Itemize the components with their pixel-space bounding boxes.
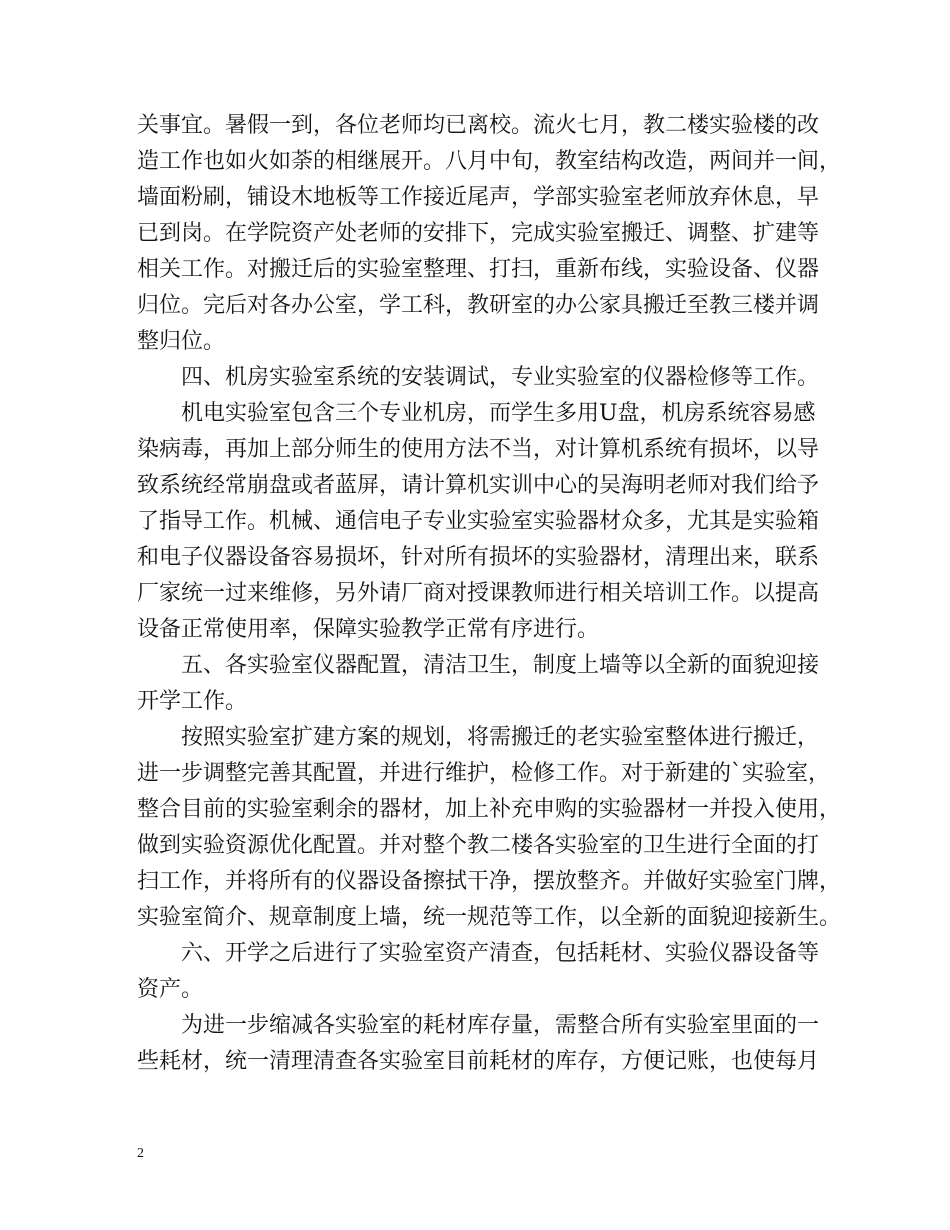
text-line: 设备正常使用率，保障实验教学正常有序进行。 xyxy=(137,617,600,642)
text-line: 扫工作，并将所有的仪器设备擦拭干净，摆放整齐。并做好实验室门牌， xyxy=(137,869,842,894)
text-line: 做到实验资源优化配置。并对整个教二楼各实验室的卫生进行全面的打 xyxy=(137,833,820,858)
paragraph xyxy=(137,108,842,360)
text-line: 关事宜。暑假一到，各位老师均已离校。流火七月，教二楼实验楼的改 xyxy=(137,113,820,138)
text-line: 四、机房实验室系统的安装调试，专业实验室的仪器检修等工作。 xyxy=(181,365,820,390)
text-line: 厂家统一过来维修，另外请厂商对授课教师进行相关培训工作。以提高 xyxy=(137,581,820,606)
text-line: 实验室简介、规章制度上墙，统一规范等工作，以全新的面貌迎接新生。 xyxy=(137,905,842,930)
text-line: 机电实验室包含三个专业机房，而学生多用U盘，机房系统容易感 xyxy=(181,401,816,426)
paragraph xyxy=(137,396,820,648)
document-body xyxy=(137,108,842,1080)
text-line: 进一步调整完善其配置，并进行维护，检修工作。对于新建的`实验室， xyxy=(137,761,831,786)
paragraph xyxy=(137,360,820,396)
text-line: 染病毒，再加上部分师生的使用方法不当，对计算机系统有损坏，以导 xyxy=(137,437,820,462)
text-line: 整合目前的实验室剩余的器材，加上补充申购的实验器材一并投入使用， xyxy=(137,797,842,822)
text-line: 归位。完后对各办公室，学工科，教研室的办公家具搬迁至教三楼并调 xyxy=(137,293,820,318)
text-line: 六、开学之后进行了实验室资产清查，包括耗材、实验仪器设备等 xyxy=(181,941,820,966)
text-line: 墙面粉刷，铺设木地板等工作接近尾声，学部实验室老师放弃休息，早 xyxy=(137,185,820,210)
text-line: 按照实验室扩建方案的规划，将需搬迁的老实验室整体进行搬迁， xyxy=(181,725,820,750)
paragraph xyxy=(137,1008,820,1080)
text-line: 开学工作。 xyxy=(137,689,248,714)
page-number: 2 xyxy=(137,1146,144,1161)
paragraph xyxy=(137,648,820,720)
text-line: 些耗材，统一清理清查各实验室目前耗材的库存，方便记账，也使每月 xyxy=(137,1049,820,1074)
text-line: 为进一步缩减各实验室的耗材库存量，需整合所有实验室里面的一 xyxy=(181,1013,820,1038)
text-line: 整归位。 xyxy=(137,329,226,354)
text-line: 相关工作。对搬迁后的实验室整理、打扫，重新布线，实验设备、仪器 xyxy=(137,257,820,282)
paragraph xyxy=(137,720,842,936)
text-line: 五、各实验室仪器配置，清洁卫生，制度上墙等以全新的面貌迎接 xyxy=(181,653,820,678)
text-line: 了指导工作。机械、通信电子专业实验室实验器材众多，尤其是实验箱 xyxy=(137,509,820,534)
text-line: 致系统经常崩盘或者蓝屏，请计算机实训中心的吴海明老师对我们给予 xyxy=(137,473,820,498)
text-line: 和电子仪器设备容易损坏，针对所有损坏的实验器材，清理出来，联系 xyxy=(137,545,820,570)
text-line: 造工作也如火如荼的相继展开。八月中旬，教室结构改造，两间并一间， xyxy=(137,149,842,174)
text-line: 资产。 xyxy=(137,977,204,1002)
text-line: 已到岗。在学院资产处老师的安排下，完成实验室搬迁、调整、扩建等 xyxy=(137,221,820,246)
paragraph xyxy=(137,936,820,1008)
